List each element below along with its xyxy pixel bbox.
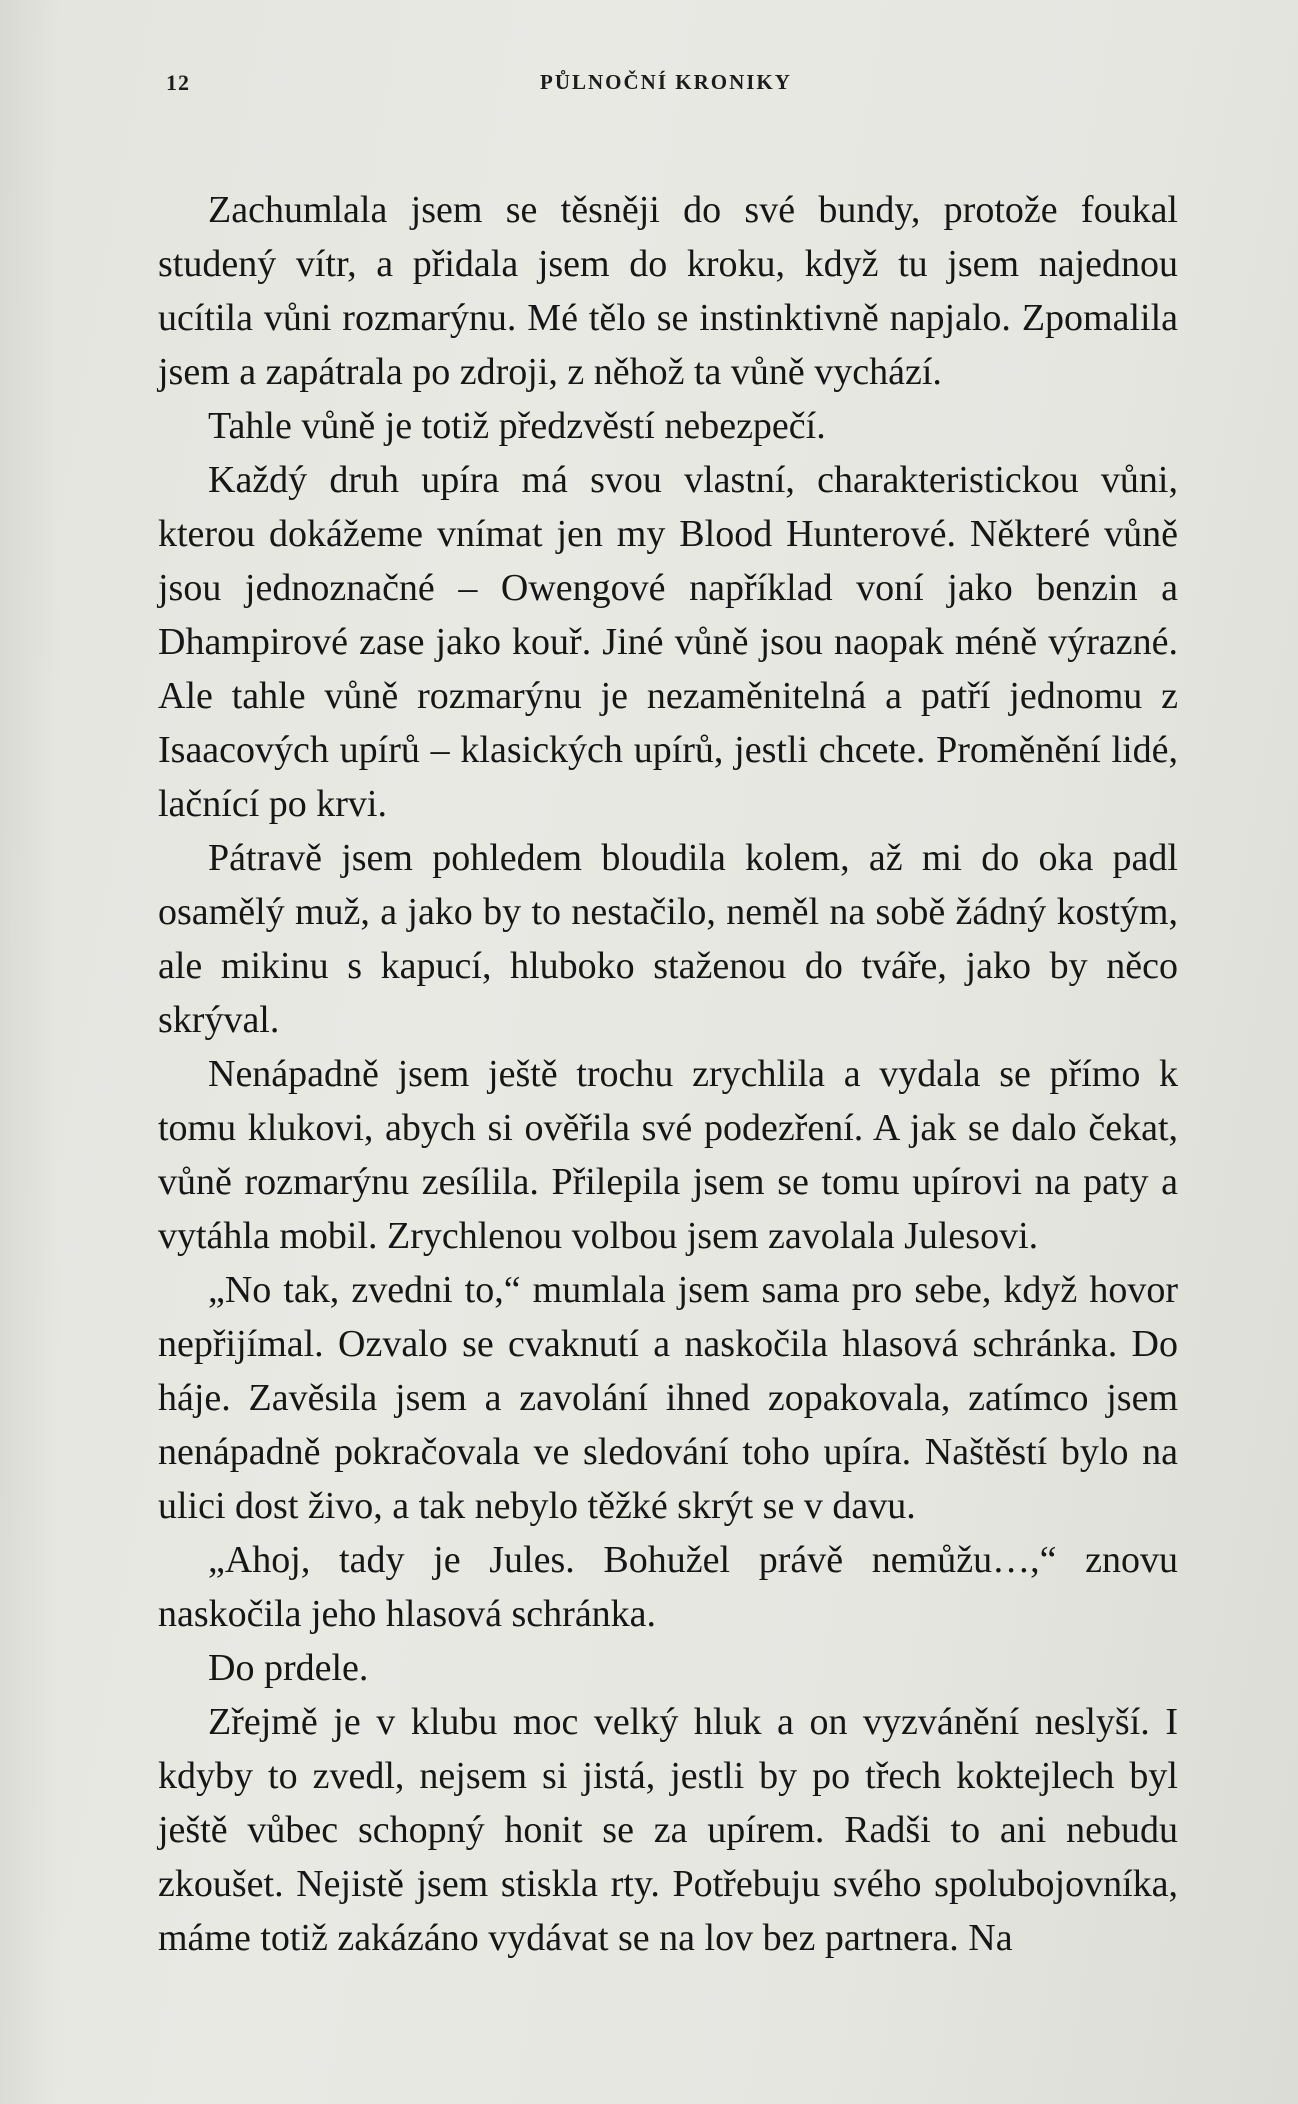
paragraph: Nenápadně jsem ještě trochu zrychlila a vydala se přímo k tomu klukovi, abych si ověřila své podezření. A jak se dalo čekat, vůně rozmarýnu zesílila. Přilepila jsem se tomu upírovi na paty a vytáhla mobil. Zrychlenou volbou jsem zavolala Julesovi. [158,1053,1178,1257]
page-header [0,70,1298,100]
paragraph: Do prdele. [208,1647,369,1689]
paragraph: Každý druh upíra má svou vlastní, charakteristickou vůni, kterou dokážeme vnímat jen my Blood Hunterové. Některé vůně jsou jednoznačné – Owengové například voní jako benzin a Dhampirové zase jako kouř. Jiné vůně jsou naopak méně výrazné. Ale tahle vůně rozmarýnu je nezaměnitelná a patří jednomu z Isaacových upírů – klasických upírů, jestli chcete. Proměnění lidé, lačnící po krvi. [158,459,1178,825]
paragraph: Pátravě jsem pohledem bloudila kolem, až mi do oka padl osamělý muž, a jako by to nestačilo, neměl na sobě žádný kostým, ale mikinu s kapucí, hluboko staženou do tváře, jako by něco skrýval. [158,837,1178,1041]
running-head: PŮLNOČNÍ KRONIKY [540,70,792,94]
paragraph: „No tak, zvedni to,“ mumlala jsem sama pro sebe, když hovor nepřijímal. Ozvalo se cvaknutí a naskočila hlasová schránka. Do háje. Zavěsila jsem a zavolání ihned zopakovala, zatímco jsem nenápadně pokračovala ve sledování toho upíra. Naštěstí bylo na ulici dost živo, a tak nebylo těžké skrýt se v davu. [158,1269,1178,1527]
page-gutter-shadow [0,0,60,2104]
body-text [158,183,1178,1965]
paragraph: Zachumlala jsem se těsněji do své bundy, protože foukal studený vítr, a přidala jsem do kroku, když tu jsem najednou ucítila vůni rozmarýnu. Mé tělo se instinktivně napjalo. Zpomalila jsem a zapátrala po zdroji, z něhož ta vůně vychází. [158,189,1178,393]
paragraph: Zřejmě je v klubu moc velký hluk a on vyzvánění neslyší. I kdyby to zvedl, nejsem si jistá, jestli by po třech koktejlech byl ještě vůbec schopný honit se za upírem. Radši to ani nebudu zkoušet. Nejistě jsem stiskla rty. Potřebuju svého spolubojovníka, máme totiž zakázáno vydávat se na lov bez partnera. Na [158,1701,1178,1959]
paragraph: Tahle vůně je totiž předzvěstí nebezpečí. [208,405,826,447]
paragraph: „Ahoj, tady je Jules. Bohužel právě nemůžu…,“ znovu naskočila jeho hlasová schránka. [158,1539,1178,1635]
page-number: 12 [166,70,190,95]
